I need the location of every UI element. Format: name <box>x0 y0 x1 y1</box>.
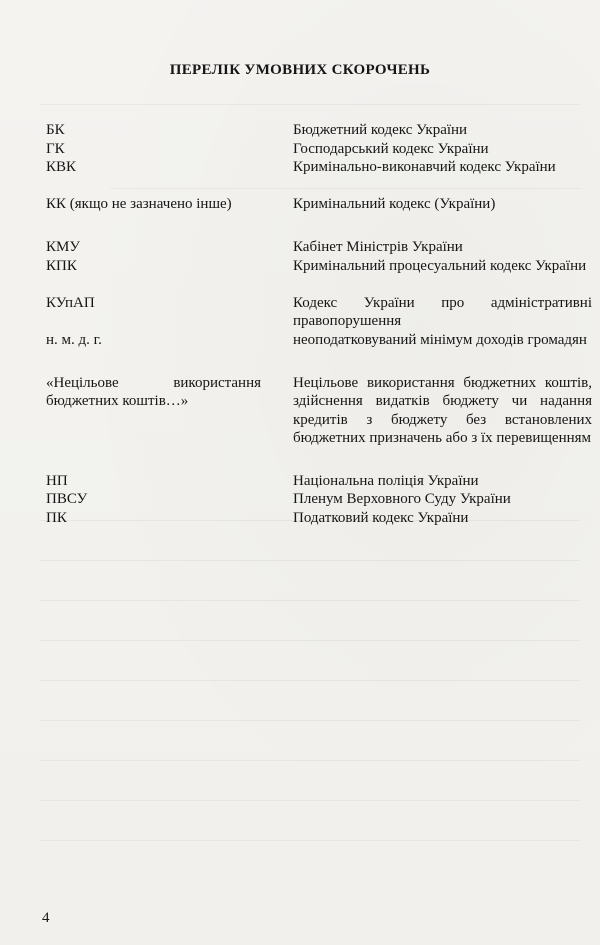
bleed-through-line <box>40 720 580 721</box>
abbreviation-definition: Національна поліція України <box>293 472 479 489</box>
bleed-through-line <box>40 680 580 681</box>
abbreviation-term: ПК <box>46 509 67 526</box>
page-number: 4 <box>42 910 50 926</box>
abbreviation-term: КУпАП <box>46 294 95 311</box>
abbreviation-row <box>0 509 600 528</box>
bleed-through-line <box>40 760 580 761</box>
abbreviation-row <box>0 490 600 509</box>
bleed-through-line <box>40 640 580 641</box>
abbreviation-list <box>0 121 600 527</box>
abbreviation-definition: Бюджетний кодекс України <box>293 122 468 138</box>
abbreviation-term: КК (якщо не зазначено інше) <box>46 196 232 212</box>
bleed-through-line <box>40 104 580 105</box>
abbreviation-term: КВК <box>46 159 77 175</box>
abbreviation-row <box>0 238 600 257</box>
abbreviation-row <box>0 140 600 159</box>
abbreviation-definition: Кримінально-виконавчий кодекс України <box>293 159 556 175</box>
abbreviation-definition: Кримінальний кодекс (України) <box>293 196 496 212</box>
abbreviation-row <box>0 472 600 491</box>
abbreviation-row <box>0 121 600 140</box>
abbreviation-row <box>0 294 600 331</box>
abbreviation-term: БК <box>46 122 65 138</box>
abbreviation-term: н. м. д. г. <box>46 331 102 348</box>
bleed-through-line <box>40 600 580 601</box>
abbreviation-term: «Нецільове використання бюджетних коштів…» <box>46 374 261 409</box>
bleed-through-line <box>40 560 580 561</box>
abbreviation-row <box>0 158 600 195</box>
abbreviation-definition: Пленум Верховного Суду України <box>293 491 511 507</box>
bleed-through-line <box>40 840 580 841</box>
page-title: ПЕРЕЛІК УМОВНИХ СКОРОЧЕНЬ <box>169 62 431 78</box>
abbreviation-row <box>0 195 600 238</box>
abbreviation-definition: Кримінальний процесуальний кодекс України <box>293 257 587 274</box>
abbreviation-definition: Нецільове використання бюджетних коштів, здійснення видатків бюджету чи надання кредитів з бюджету без встановлених бюджетних призначень або з їх перевищенням <box>293 374 592 446</box>
bleed-through-line <box>40 800 580 801</box>
abbreviation-definition: Кодекс України про адміністративні правопорушення <box>293 294 592 329</box>
abbreviation-term: КМУ <box>46 239 80 255</box>
abbreviation-term: ПВСУ <box>46 491 88 507</box>
abbreviation-definition: неоподатковуваний мінімум доходів громадян <box>293 331 587 348</box>
abbreviation-row <box>0 331 600 374</box>
abbreviation-term: КПК <box>46 257 77 274</box>
abbreviation-term: НП <box>46 472 68 489</box>
abbreviation-definition: Податковий кодекс України <box>293 509 469 526</box>
abbreviation-definition: Кабінет Міністрів України <box>293 239 463 255</box>
abbreviation-row <box>0 257 600 294</box>
abbreviation-term: ГК <box>46 140 65 157</box>
abbreviation-definition: Господарський кодекс України <box>293 140 489 157</box>
abbreviation-row <box>0 374 600 472</box>
